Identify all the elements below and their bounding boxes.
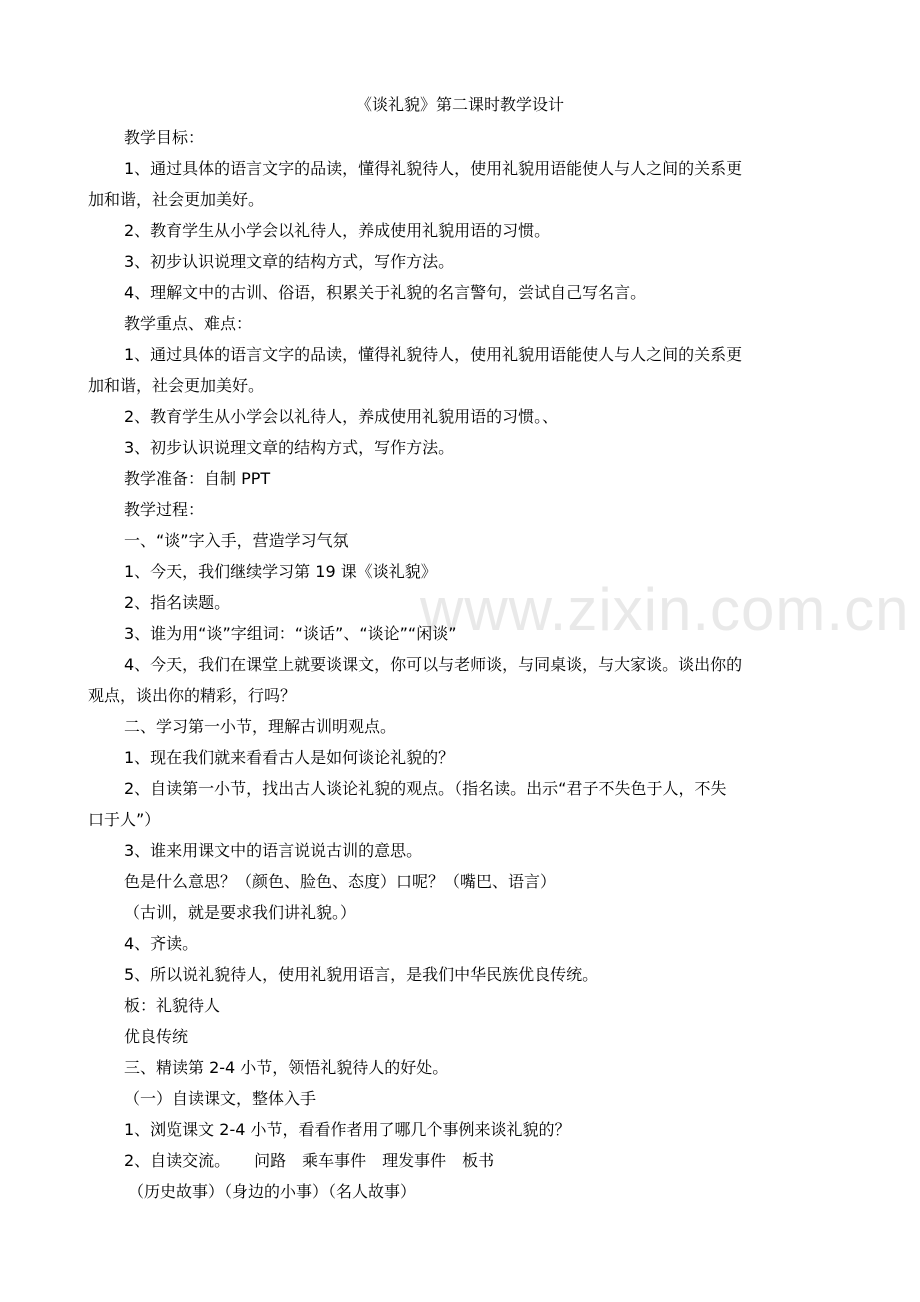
paragraph-line: 色是什么意思？（颜色、脸色、态度）口呢？（嘴巴、语言） [124, 872, 557, 891]
watermark: www.zixin.com.cn [420, 576, 910, 643]
paragraph-line: 5、所以说礼貌待人，使用礼貌用语言，是我们中华民族优良传统。 [124, 965, 599, 984]
paragraph-line: 1、现在我们就来看看古人是如何谈论礼貌的？ [124, 748, 455, 767]
paragraph-line: 2、自读交流。 问路 乘车事件 理发事件 板书 [124, 1151, 495, 1170]
paragraph-line: 加和谐，社会更加美好。 [88, 190, 265, 209]
board-note: 优良传统 [124, 1027, 189, 1046]
paragraph-line: （历史故事）（身边的小事）（名人故事） [128, 1182, 417, 1201]
section-heading-preparation: 教学准备：自制 PPT [124, 469, 271, 488]
subsection-heading: （一）自读课文，整体入手 [124, 1089, 317, 1108]
paragraph-line: 1、今天，我们继续学习第 19 课《谈礼貌》 [124, 562, 437, 581]
paragraph-line: 2、指名读题。 [124, 593, 231, 612]
paragraph-line: 2、教育学生从小学会以礼待人，养成使用礼貌用语的习惯。 [124, 221, 551, 240]
paragraph-line: （古训，就是要求我们讲礼貌。） [124, 903, 357, 922]
document-title: 《谈礼貌》第二课时教学设计 [355, 95, 564, 114]
paragraph-line: 1、通过具体的语言文字的品读，懂得礼貌待人，使用礼貌用语能使人与人之间的关系更 [124, 159, 743, 178]
subsection-heading: 三、精读第 2-4 小节，领悟礼貌待人的好处。 [124, 1058, 449, 1077]
paragraph-line: 3、谁来用课文中的语言说说古训的意思。 [124, 841, 423, 860]
paragraph-line: 观点，谈出你的精彩，行吗？ [88, 686, 297, 705]
paragraph-line: 口于人”） [88, 810, 161, 829]
subsection-heading: 二、学习第一小节，理解古训明观点。 [124, 717, 397, 736]
paragraph-line: 3、谁为用“谈”字组词：“谈话”、“谈论”“闲谈” [124, 624, 457, 643]
section-heading-objectives: 教学目标： [124, 128, 205, 147]
board-note: 板：礼貌待人 [124, 996, 221, 1015]
paragraph-line: 2、自读第一小节，找出古人谈论礼貌的观点。（指名读。出示“君子不失色于人，不失 [124, 779, 727, 798]
paragraph-line: 4、齐读。 [124, 934, 199, 953]
paragraph-line: 加和谐，社会更加美好。 [88, 376, 265, 395]
paragraph-line: 2、教育学生从小学会以礼待人，养成使用礼貌用语的习惯。、 [124, 407, 559, 426]
paragraph-line: 3、初步认识说理文章的结构方式，写作方法。 [124, 252, 455, 271]
paragraph-line: 3、初步认识说理文章的结构方式，写作方法。 [124, 438, 455, 457]
subsection-heading: 一、“谈”字入手，营造学习气氛 [124, 531, 349, 550]
section-heading-key-points: 教学重点、难点： [124, 314, 253, 333]
paragraph-line: 1、浏览课文 2-4 小节，看看作者用了哪几个事例来谈礼貌的？ [124, 1120, 571, 1139]
section-heading-process: 教学过程： [124, 500, 205, 519]
paragraph-line: 1、通过具体的语言文字的品读，懂得礼貌待人，使用礼貌用语能使人与人之间的关系更 [124, 345, 743, 364]
paragraph-line: 4、理解文中的古训、俗语，积累关于礼貌的名言警句，尝试自己写名言。 [124, 283, 647, 302]
paragraph-line: 4、今天，我们在课堂上就要谈课文，你可以与老师谈，与同桌谈，与大家谈。谈出你的 [124, 655, 743, 674]
